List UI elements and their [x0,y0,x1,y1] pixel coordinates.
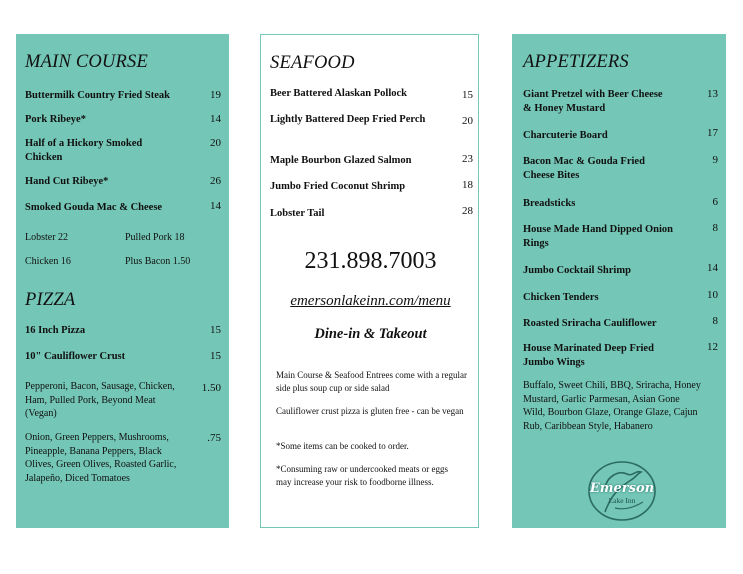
menu-item-name: 16 Inch Pizza [25,325,86,336]
addon-item: Lobster 22 [25,232,69,243]
menu-item-name: Beer Battered Alaskan Pollock [270,88,407,99]
menu-item-name: Lightly Battered Deep Fried Perch [270,114,426,125]
menu-item-name: Breadsticks [523,198,576,209]
toppings-list: Pepperoni, Bacon, Sausage, Chicken, Ham, Pulled Pork, Beyond Meat (Vegan) [25,381,175,419]
website-link[interactable]: emersonlakeinn.com/menu [290,293,451,309]
dine-in-takeout: Dine-in & Takeout [314,326,427,342]
menu-item-price: 12 [707,341,718,353]
menu-item-price: 19 [210,89,221,101]
menu-item-price: 9 [712,154,718,166]
addon-item: Pulled Pork 18 [125,232,185,243]
menu-item-price: 20 [462,115,473,127]
menu-item-name: Jumbo Cocktail Shrimp [523,265,631,276]
toppings-price: .75 [207,432,221,444]
menu-item-price: 14 [210,200,221,212]
wing-sauces: Buffalo, Sweet Chili, BBQ, Sriracha, Honey Mustard, Garlic Parmesan, Asian Gone Wild, Bourbon Glaze, Orange Glaze, Cajun Rub, Caribbean Style, Habanero [523,380,701,432]
menu-item-name: Jumbo Fried Coconut Shrimp [270,181,406,192]
main-course-pizza-panel [16,34,229,528]
menu-item-price: 8 [712,315,718,327]
appetizers-heading: APPETIZERS [523,52,629,72]
seafood-panel [260,34,479,528]
menu-item-price: 17 [707,127,718,139]
menu-item-price: 6 [712,196,718,208]
logo-subtitle: Lake Inn [608,496,636,505]
menu-item-name: Giant Pretzel with Beer Cheese & Honey Mustard [523,89,663,114]
addon-item: Plus Bacon 1.50 [125,256,191,267]
menu-item-name: Bacon Mac & Gouda Fried Cheese Bites [523,156,645,181]
menu-item-price: 18 [462,179,473,191]
note-text: *Some items can be cooked to order. [276,441,409,451]
menu-item-name: House Marinated Deep Fried Jumbo Wings [523,343,654,368]
menu-item-price: 14 [210,113,221,125]
appetizers-panel [512,34,726,528]
menu-item-name: Smoked Gouda Mac & Cheese [25,202,163,213]
menu-item-name: Roasted Sriracha Cauliflower [523,318,657,329]
menu-item-price: 10 [707,289,718,301]
menu-item-name: Charcuterie Board [523,130,608,141]
toppings-list: Onion, Green Peppers, Mushrooms, Pineapple, Banana Peppers, Black Olives, Green Olives, Roasted Garlic, Jalapeño, Diced Tomatoes [25,432,177,484]
menu-item-name: House Made Hand Dipped Onion Rings [523,224,673,249]
menu-item-name: Pork Ribeye* [25,114,86,125]
menu-item-price: 20 [210,137,221,149]
menu-item-price: 28 [462,205,473,217]
note-text: Cauliflower crust pizza is gluten free - can be vegan [276,406,464,416]
main-course-heading: MAIN COURSE [25,52,148,72]
menu-item-price: 8 [712,222,718,234]
menu-item-name: Hand Cut Ribeye* [25,176,109,187]
menu-item-price: 15 [210,350,221,362]
menu-item-price: 23 [462,153,473,165]
menu-item-price: 14 [707,262,718,274]
phone-number[interactable]: 231.898.7003 [304,248,437,274]
menu-item-price: 15 [462,89,473,101]
menu-item-name: Buttermilk Country Fried Steak [25,90,170,101]
seafood-heading: SEAFOOD [270,53,355,73]
menu-item-price: 26 [210,175,221,187]
menu-item-name: Maple Bourbon Glazed Salmon [270,155,412,166]
menu-item-name: 10" Cauliflower Crust [25,351,126,362]
menu-item-name: Half of a Hickory Smoked Chicken [25,138,143,163]
menu-item-price: 13 [707,88,718,100]
menu-item-price: 15 [210,324,221,336]
note-text: Main Course & Seafood Entrees come with a regular side plus soup cup or side salad [276,370,467,393]
menu-item-name: Chicken Tenders [523,292,599,303]
note-text: *Consuming raw or undercooked meats or eggs may increase your risk to foodborne illness. [276,464,448,487]
logo-name: Emerson [589,481,655,496]
addon-item: Chicken 16 [25,256,71,267]
pizza-heading: PIZZA [25,290,76,310]
menu-item-name: Lobster Tail [270,208,325,219]
toppings-price: 1.50 [201,382,221,394]
